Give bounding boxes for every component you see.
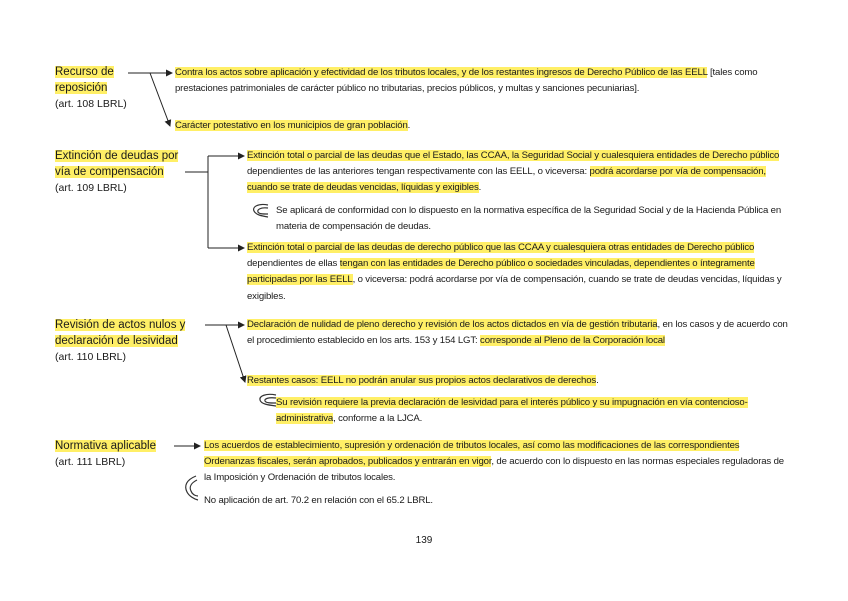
section-normativa-title: Normativa aplicable (art. 111 LBRL) — [55, 440, 156, 468]
recurso-item-1: Contra los actos sobre aplicación y efectividad de los tributos locales, y de los restantes ingresos de Derecho Público de las EELL [tales como prestaciones patrimoniales de carácter público no tributarias, precios públicos, y multas y sanciones pecuniarias]. — [175, 67, 758, 95]
arrow-revision-2 — [226, 325, 245, 382]
section-extincion-title: Extinción de deudas por vía de compensación (art. 109 LBRL) — [55, 150, 179, 194]
revision-note: Su revisión requiere la previa declaración de lesividad para el interés público y su impugnación en vía contencioso-administrativa, conforme a la LJCA. — [276, 397, 748, 425]
extincion-item-1: Extinción total o parcial de las deudas que el Estado, las CCAA, la Seguridad Social y cualesquiera entidades de Derecho público dependientes de las anteriores tengan respectivamente con las EELL, o viceversa: podrá acordarse por vía de compensación, cuando se trate de deudas vencidas, líquidas y exigibles. — [247, 150, 780, 194]
revision-item-1: Declaración de nulidad de pleno derecho y revisión de los actos dictados en vía de gestión tributaria, en los casos y de acuerdo con el procedimiento establecido en los arts. 153 y 154 LGT: corresponde al Pleno de la Corporación local — [247, 319, 788, 347]
revision-item-2: Restantes casos: EELL no podrán anular sus propios actos declarativos de derechos. — [247, 375, 599, 386]
extincion-note: Se aplicará de conformidad con lo dispuesto en la normativa específica de la Seguridad Social y de la Hacienda Pública en materia de compensación de deudas. — [276, 205, 782, 233]
normativa-item-1: Los acuerdos de establecimiento, supresión y ordenación de tributos locales, así como las modificaciones de las correspondientes Ordenanzas fiscales, serán aprobados, publicados y entrarán en vigor, de acuerdo con lo dispuesto en las normas especiales reguladoras de la Imposición y Ordenación de tributos locales. — [204, 440, 784, 484]
curved-arrow-icon — [182, 474, 200, 504]
curved-arrow-icon — [250, 202, 272, 220]
section-revision-title: Revisión de actos nulos y declaración de lesividad (art. 110 LBRL) — [55, 319, 186, 363]
recurso-item-2: Carácter potestativo en los municipios de gran población. — [175, 120, 411, 131]
extincion-item-2: Extinción total o parcial de las deudas de derecho público que las CCAA y cualesquiera otras entidades de Derecho público dependientes de ellas tengan con las entidades de Derecho público o sociedades vinculadas, dependientes o íntegramente participadas por las EELL, o viceversa: podrá acordarse por vía de compensación, cuando se trate de deudas vencidas, líquidas y exigibles. — [247, 242, 782, 302]
arrow-recurso-2 — [150, 73, 170, 126]
section-recurso-title: Recurso de reposición (art. 108 LBRL) — [55, 66, 127, 110]
curved-arrow-icon — [256, 392, 278, 410]
page-number: 139 — [415, 535, 433, 546]
normativa-note: No aplicación de art. 70.2 en relación con el 65.2 LBRL. — [204, 495, 433, 506]
